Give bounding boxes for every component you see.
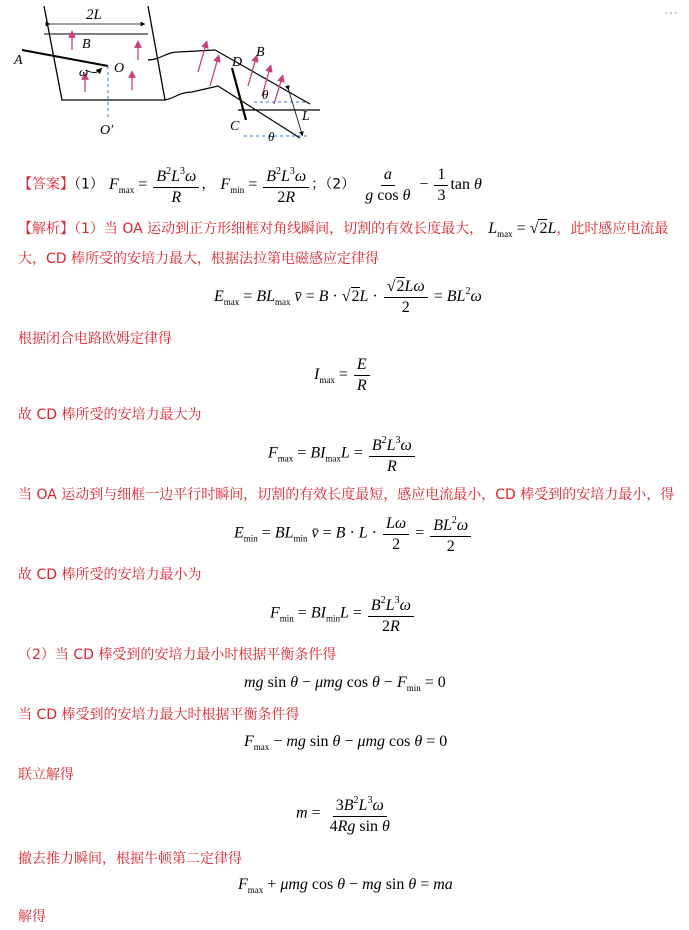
analysis-line-1: 【解析】（1）当 OA 运动到正方形细框对角线瞬间，切割的有效长度最大， $L_{max} = √2L$，此时感应电流最 — [18, 220, 669, 239]
label-o: O — [114, 61, 125, 76]
analysis-para4: 当 OA 运动到与细框一边平行时瞬间，切割的有效长度最短，感应电流最小，CD 棒受到的安培力最小，得 — [18, 487, 675, 503]
eq-newton: $F_{max} + \mu mg$ cos θ − mg sin θ = ma — [238, 876, 453, 895]
label-b-right: B — [256, 45, 265, 60]
answer-part2-expr: $\frac{a}{\text{g cos θ}}$ − $\frac{1}{3}$ tan θ — [365, 165, 482, 204]
eq-imax: $I_{max}$ = $\frac{E}{R}$ — [314, 356, 372, 395]
analysis-para10: 解得 — [18, 909, 46, 925]
analysis-para5: 故 CD 棒所受的安培力最小为 — [18, 567, 202, 583]
label-o-prime: O′ — [100, 123, 114, 138]
analysis-para6: （2）当 CD 棒受到的安培力最小时根据平衡条件得 — [18, 647, 337, 663]
eq-m: m = $\frac{3B^2L^3\omega}{\text{4Rg sin θ}}$ — [296, 792, 395, 836]
label-b-top: B — [82, 37, 91, 52]
analysis-para3: 故 CD 棒所受的安培力最大为 — [18, 407, 202, 423]
label-omega: ω — [79, 64, 89, 79]
label-d: D — [232, 55, 243, 70]
analysis-line-2: 大，CD 棒所受的安培力最大，根据法拉第电磁感应定律得 — [18, 251, 380, 267]
eq-balance-2: $F_{max}$ − mg sin θ − μmg cos θ = 0 — [244, 733, 448, 752]
label-theta-2: θ — [268, 129, 275, 144]
analysis-para2: 根据闭合电路欧姆定律得 — [18, 331, 172, 347]
label-2l: 2L — [86, 7, 102, 23]
physics-diagram — [0, 0, 689, 150]
answer-line: 【答案】（1） $F_{max}$ = $\frac{B^2L^3\omega}{R}$ ， $F_{min}$ = $\frac{B^2L^3\omega}{2R}$ ；（2） $\frac{a}{\text{g cos θ}}$ − $\frac{1}{3}$ tan θ — [18, 163, 482, 207]
label-c: C — [230, 119, 240, 134]
analysis-para9: 撤去推力瞬间，根据牛顿第二定律得 — [18, 851, 242, 867]
rail-lower — [165, 86, 218, 100]
answer-tag: 【答案】 — [18, 176, 74, 193]
page-marker: … — [664, 2, 679, 18]
eq-fmax: $F_{max} = BI_{max}L$ = $\frac{B^2L^3\omega}{R}$ — [268, 432, 417, 476]
eq-fmin: $F_{min} = BI_{min}L$ = $\frac{B^2L^3\omega}{2R}$ — [270, 592, 416, 636]
rod-oa — [22, 50, 108, 66]
eq-emax: $E_{max} = BL_{max}$ v̄ = B · √2L · $\frac{√2L\omega}{2}$ = $BL^2\omega$ — [214, 278, 482, 316]
analysis-tag: 【解析】 — [18, 221, 74, 237]
rod-cd — [232, 68, 246, 120]
rail-upper — [148, 50, 215, 60]
answer-fmax: $F_{max}$ = $\frac{B^2L^3\omega}{R}$ — [109, 176, 201, 193]
frame-outline — [44, 6, 165, 100]
analysis-para7: 当 CD 棒受到的安培力最大时根据平衡条件得 — [18, 707, 300, 723]
answer-fmin: $F_{min}$ = $\frac{B^2L^3\omega}{2R}$ — [220, 176, 311, 193]
label-theta-1: θ — [262, 87, 269, 102]
analysis-para8: 联立解得 — [18, 767, 74, 783]
eq-emin: $E_{min} = BL_{min}$ v̄ = B · L · $\frac{L\omega}{2}$ = $\frac{BL^2\omega}{2}$ — [234, 512, 473, 556]
eq-balance-1: mg sin θ − μmg $\cos \theta - F_{min} = 0$ — [244, 674, 446, 693]
label-a: A — [14, 53, 23, 68]
label-l: L — [302, 109, 310, 124]
